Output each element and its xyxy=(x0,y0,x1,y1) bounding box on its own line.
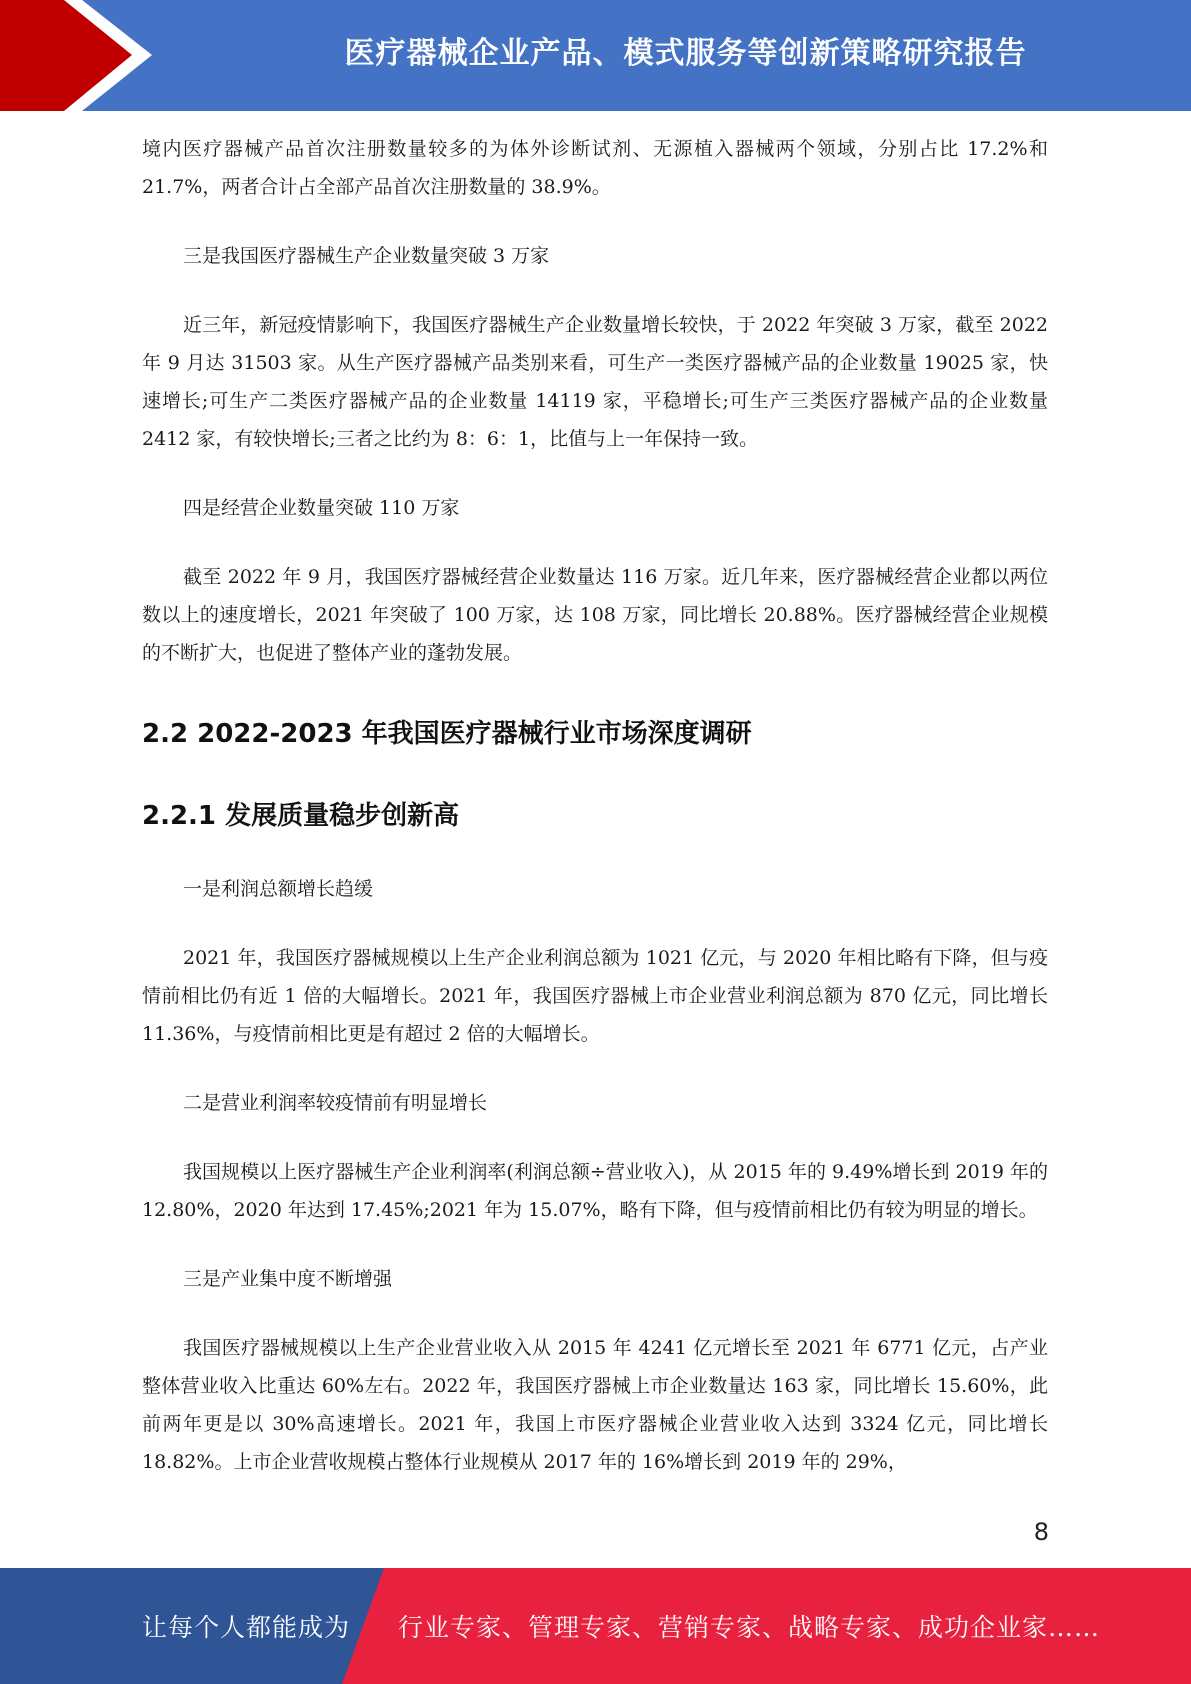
section-heading-2-2-1: 2.2.1 发展质量稳步创新高 xyxy=(142,801,460,831)
page-header xyxy=(0,0,1191,111)
subheading-manufacturers: 三是我国医疗器械生产企业数量突破 3 万家 xyxy=(183,245,550,267)
section-heading-2-2: 2.2 2022-2023 年我国医疗器械行业市场深度调研 xyxy=(142,719,752,749)
paragraph-profit: 2021 年，我国医疗器械规模以上生产企业利润总额为 1021 亿元，与 2020 年相比略有下降，但与疫情前相比仍有近 1 倍的大幅增长。2021 年，我国医疗器械上市企业营业利润总额为 870 亿元，同比增长 11.36%，与疫情前相比更是有超过 2 倍的大幅增长。 xyxy=(142,947,1048,1045)
footer-slogan-right: 行业专家、管理专家、营销专家、战略专家、成功企业家…… xyxy=(398,1613,1101,1642)
paragraph-distributors: 截至 2022 年 9 月，我国医疗器械经营企业数量达 116 万家。近几年来，医疗器械经营企业都以两位数以上的速度增长，2021 年突破了 100 万家，达 108 万家，同比增长 20.88%。医疗器械经营企业规模的不断扩大，也促进了整体产业的蓬勃发展。 xyxy=(142,566,1048,664)
report-title: 医疗器械企业产品、模式服务等创新策略研究报告 xyxy=(344,36,1027,71)
page-number: 8 xyxy=(1033,1518,1049,1546)
footer-slogan-left: 让每个人都能成为 xyxy=(142,1613,351,1642)
subheading-profit: 一是利润总额增长趋缓 xyxy=(183,878,374,900)
paragraph-profit-margin: 我国规模以上医疗器械生产企业利润率(利润总额÷营业收入)，从 2015 年的 9.49%增长到 2019 年的 12.80%，2020 年达到 17.45%;2021 年为 15.07%，略有下降，但与疫情前相比仍有较为明显的增长。 xyxy=(142,1161,1048,1221)
page-content xyxy=(142,130,1048,1481)
subheading-distributors: 四是经营企业数量突破 110 万家 xyxy=(183,497,460,519)
subheading-profit-margin: 二是营业利润率较疫情前有明显增长 xyxy=(183,1092,488,1114)
page-footer xyxy=(0,1568,1191,1684)
paragraph-concentration: 我国医疗器械规模以上生产企业营业收入从 2015 年 4241 亿元增长至 2021 年 6771 亿元，占产业整体营业收入比重达 60%左右。2022 年，我国医疗器械上市企业数量达 163 家，同比增长 15.60%，此前两年更是以 30%高速增长。2021 年，我国上市医疗器械企业营业收入达到 3324 亿元，同比增长 18.82%。上市企业营收规模占整体行业规模从 2017 年的 16%增长到 2019 年的 29%， xyxy=(142,1337,1048,1473)
subheading-concentration: 三是产业集中度不断增强 xyxy=(183,1268,393,1290)
paragraph-registration-share: 境内医疗器械产品首次注册数量较多的为体外诊断试剂、无源植入器械两个领域，分别占比 17.2%和 21.7%，两者合计占全部产品首次注册数量的 38.9%。 xyxy=(142,138,1048,198)
paragraph-manufacturers: 近三年，新冠疫情影响下，我国医疗器械生产企业数量增长较快，于 2022 年突破 3 万家，截至 2022 年 9 月达 31503 家。从生产医疗器械产品类别来看，可生产一类医疗器械产品的企业数量 19025 家，快速增长;可生产二类医疗器械产品的企业数量 14119 家，平稳增长;可生产三类医疗器械产品的企业数量 2412 家，有较快增长;三者之比约为 8：6：1，比值与上一年保持一致。 xyxy=(142,314,1048,450)
